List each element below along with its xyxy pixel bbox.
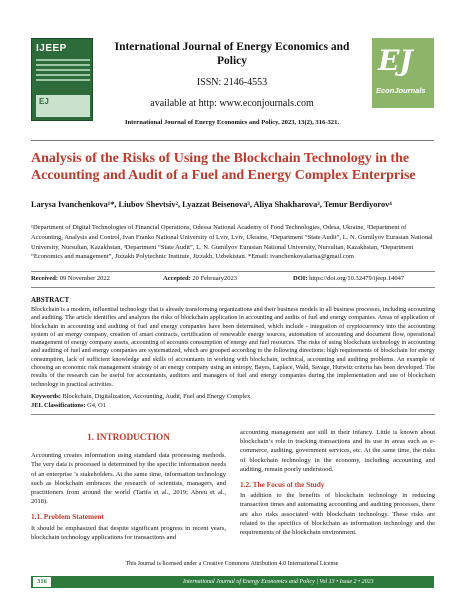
cover-publisher-box bbox=[36, 95, 90, 117]
dates-bottom-divider bbox=[31, 287, 435, 288]
cover-decoration bbox=[36, 59, 90, 84]
introduction-heading: 1. INTRODUCTION bbox=[87, 432, 170, 442]
jel-classifications: JEL Classifications: G4, O1 bbox=[31, 402, 106, 409]
journal-cover-thumbnail bbox=[31, 38, 93, 121]
introduction-paragraph: Accounting creates information using standard data processing methods. The very data is processed is determined by the specific information needs of an enterprise ’s stakeholders. At the same time, information technology such as blockchain embraces the research of scientists, managers, and practitioners from around the world (Tarifa et al., 2019; Abreu et al., 2018). bbox=[31, 452, 226, 506]
journal-website: available at http: www.econjournals.com bbox=[150, 98, 314, 109]
journal-citation: International Journal of Energy Economics and Policy, 2023, 13(2), 316-321. bbox=[124, 119, 340, 126]
cover-publisher-mark: EJ bbox=[39, 97, 49, 106]
abstract-heading: ABSTRACT bbox=[31, 296, 70, 304]
right-column bbox=[240, 428, 435, 537]
footer-bar bbox=[31, 576, 434, 588]
problem-statement-paragraph: It should be emphasized that despite significant progress in recent years, blockchain technology applications for transactions and bbox=[31, 524, 226, 541]
dates-top-divider bbox=[31, 271, 435, 272]
right-paragraph-1: accounting management are still in their infancy. Little is known about blockchain’s role in tracking transactions and its use in areas such as e-commerce, auditing, government services, etc. At the same time, the risks of blockchain technology in the economy, including accounting and auditing, remain poorly understood. bbox=[240, 429, 435, 473]
problem-statement-heading: 1.1. Problem Statement bbox=[31, 512, 104, 522]
page-number: 316 bbox=[33, 577, 51, 587]
received-date: Received: 09 November 2022 bbox=[31, 275, 110, 282]
doi-link[interactable]: DOI: https://doi.org/10.32479/ijeep.14047 bbox=[293, 275, 405, 282]
journal-issn: ISSN: 2146-4553 bbox=[196, 77, 268, 88]
econjournals-logo bbox=[372, 38, 434, 108]
abstract-text: Blockchain is a modern, influential technology that is already transforming organizations and their business models in all business processes, including accounting and auditing. The article identifies and analyzes the risks of blockchain application in accounting and audits of fuel and energy companies. Areas of application of blockchain in accounting and auditing of fuel and energy companies have been determined, which include - integration of cryptocurrency into the accounting system of an energy company, creation of smart contracts, certification of renewable energy sources, automation of accounting and document flow, operational management of energy company assets, accounting of accounts consumption of energy and fuel resources. The risks of using blockchain technology in accounting and auditing of fuel and energy companies are systematized, which are grouped according to the following directions: high requirements of blockchain for energy consumption, lack of sufficient knowledge and skills of accountants in working with blockchain, technical, accounting and auditing problems. An example of choosing an economic risk management strategy of an energy company using an entropy, Bayes, Laplace, Wald, Savage, Hurwitz criteria has been developed. The results of the research can be useful for accountants, auditors and managers of fuel and energy companies during the implementation and use of blockchain technology in practical activities. bbox=[31, 306, 435, 388]
focus-of-study-heading: 1.2. The Focus of the Study bbox=[240, 480, 325, 490]
logo-mark: EJ bbox=[378, 44, 413, 77]
header-divider bbox=[31, 140, 434, 141]
left-column bbox=[31, 428, 226, 542]
journal-title: International Journal of Energy Economics and Policy bbox=[114, 41, 350, 67]
article-title: Analysis of the Risks of Using the Blockchain Technology in the Accounting and Audit of a Fuel and Energy Complex Enterprise bbox=[31, 151, 416, 183]
accepted-date: Accepted: 20 February2023 bbox=[163, 275, 238, 282]
journal-info bbox=[100, 40, 364, 126]
abstract-divider bbox=[31, 414, 435, 415]
footer-journal-reference: International Journal of Energy Economics and Policy | Vol 13 • Issue 2 • 2023 bbox=[183, 579, 374, 585]
cover-label: IJEEP bbox=[36, 43, 67, 54]
author-list: Larysa Ivanchenkova¹*, Liubov Shevtsiv², Lyazzat Beisenova³, Aliya Shakharova³, Temur Berdiyorov⁴ bbox=[31, 200, 392, 209]
journal-header bbox=[0, 0, 464, 140]
keywords: Keywords: Blockchain, Digitalization, Accounting, Audit, Fuel and Energy Complex bbox=[31, 393, 251, 400]
right-paragraph-2: In addition to the benefits of blockchain technology in reducing transaction times and automating accounting and auditing processes, there are also risks associated with blockchain technology. These risks are related to the specifics of blockchain as information technology and the requirements of the blockchain environment. bbox=[240, 492, 435, 537]
license-notice: This Journal is licensed under a Creative Commons Attribution 4.0 International License bbox=[125, 561, 339, 567]
author-affiliations: ¹Department of Digital Technologies of Financial Operations, Odessa National Academy of Food Technologies, Odesa, Ukraine, ²Department of Accounting, Analysis and Control, Ivan Franko National University of Lviv, Lviv, Ukraine, ³Department “State Audit”, L. N. Gumilyov Eurasian National University, Nursultan, Kazakhstan, ³Department “State Audit”, L. N. Gumilyov Eurasian National University, Nursultan, Kazakhstan, ⁴Department “Economics and management”, Jizzakh Polytechnic Institute, Jizzakh, Uzbekistan. *Email: ivanchenkovalarisa@gmail.com bbox=[31, 224, 433, 261]
logo-name: EconJournals bbox=[376, 86, 426, 95]
